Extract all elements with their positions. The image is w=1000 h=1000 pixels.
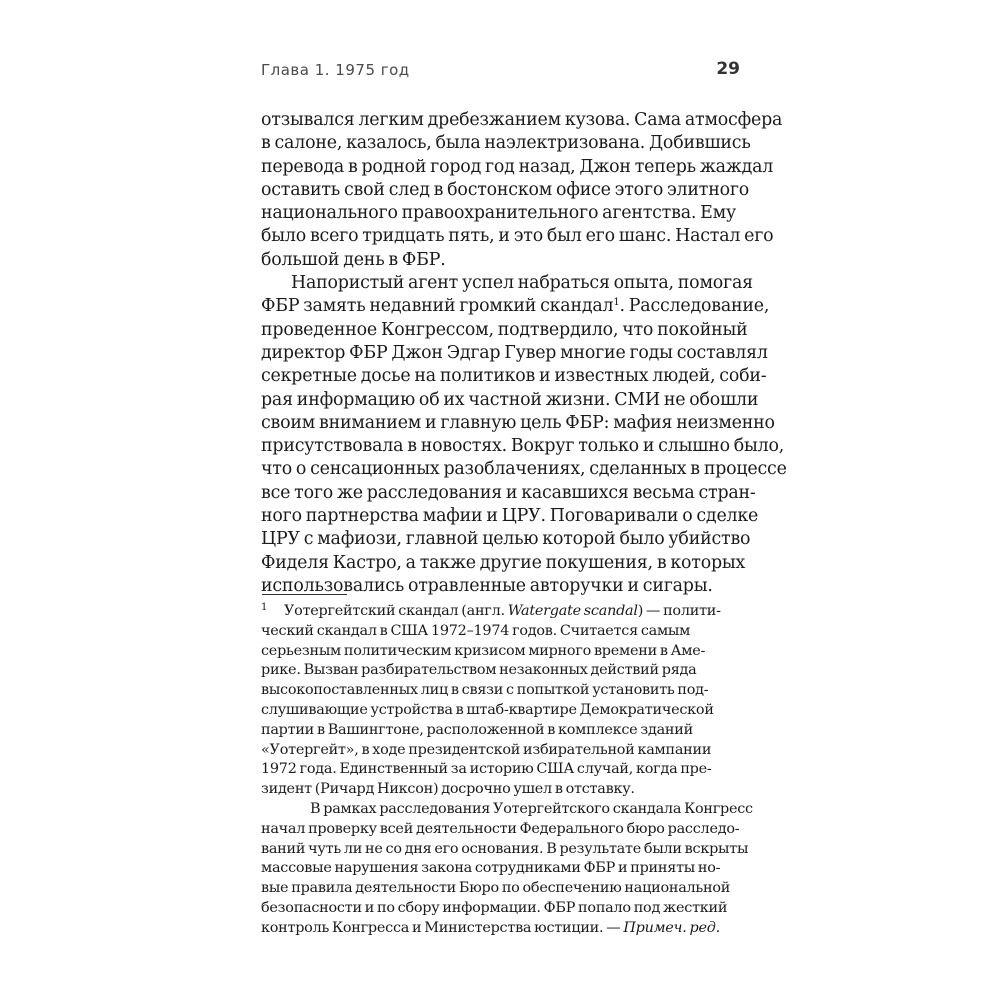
- footnote-line: «Уотергейт», в ходе президентской избирательной кампании: [261, 741, 712, 758]
- page-number: 29: [716, 59, 740, 79]
- main-text: [261, 109, 787, 598]
- footnote-line: безопасности и по сбору информации. ФБР попало под жесткий: [261, 899, 728, 916]
- text-line: национального правоохранительного агентства. Ему: [261, 203, 736, 224]
- text-fragment-italic: Примеч. ред.: [623, 919, 720, 936]
- text-line: большой день в ФБР.: [261, 249, 446, 270]
- footnote-line: массовые нарушения закона сотрудниками ФБР и приняты но-: [261, 860, 721, 877]
- text-line: своим вниманием и главную цель ФБР: мафия неизменно: [261, 412, 775, 433]
- footnote-line: серьезным политическим кризисом мирного времени в Аме-: [261, 642, 706, 659]
- footnote-line: слушивающие устройства в штаб-квартире Демократической: [261, 701, 714, 718]
- footnote-line: [284, 602, 753, 622]
- running-header-title: Глава 1. 1975 год: [261, 61, 410, 79]
- text-line: было всего тридцать пять, и это был его шанс. Настал его: [261, 226, 774, 247]
- text-line: секретные досье на политиков и известных людей, соби-: [261, 366, 767, 387]
- text-line: что о сенсационных разоблачениях, сделанных в процессе: [261, 459, 787, 480]
- text-line: Фиделя Кастро, а также другие покушения, в которых: [261, 552, 746, 573]
- text-line: проведенное Конгрессом, подтвердило, что покойный: [261, 319, 748, 340]
- footnote-text: [261, 602, 753, 939]
- text-line: в салоне, казалось, была наэлектризована. Добившись: [261, 133, 751, 154]
- text-line: присутствовала в новостях. Вокруг только и слышно было,: [261, 436, 785, 457]
- text-fragment: . Расследование,: [619, 296, 770, 317]
- text-line: перевода в родной город год назад, Джон теперь жаждал: [261, 156, 774, 177]
- footnote-reference[interactable]: 1: [613, 297, 620, 309]
- text-fragment: ) — полити-: [637, 603, 721, 619]
- text-line: оставить свой след в бостонском офисе этого элитного: [261, 179, 750, 200]
- text-line-with-footnote: [261, 295, 787, 318]
- text-line: ЦРУ с мафиози, главной целью которой было убийство: [261, 529, 751, 550]
- footnote-line: высокопоставленных лиц в связи с попыткой установить под-: [261, 682, 709, 699]
- footnote-divider: [262, 594, 347, 595]
- footnote-line: начал проверку всей деятельности Федерального бюро расследо-: [261, 820, 740, 837]
- text-fragment: контроль Конгресса и Министерства юстиции. —: [261, 919, 624, 936]
- footnote-line: зидент (Ричард Никсон) досрочно ушел в отставку.: [261, 781, 635, 798]
- footnote-line: вые правила деятельности Бюро по обеспечению национальной: [261, 880, 731, 897]
- text-line: ного партнерства мафии и ЦРУ. Поговаривали о сделке: [261, 506, 759, 527]
- text-fragment-italic: Watergate scandal: [507, 603, 638, 619]
- text-fragment: ФБР замять недавний громкий скандал: [261, 296, 614, 317]
- footnote-line: В рамках расследования Уотергейтского скандала Конгресс: [310, 800, 753, 817]
- footnote-line: ческий скандал в США 1972–1974 годов. Считается самым: [261, 622, 691, 639]
- text-line: рая информацию об их частной жизни. СМИ не обошли: [261, 389, 759, 410]
- text-line: все того же расследования и касавшихся весьма стран-: [261, 482, 756, 503]
- footnote-marker: 1: [261, 602, 268, 613]
- text-line: директор ФБР Джон Эдгар Гувер многие годы составлял: [261, 342, 768, 363]
- text-line: Напористый агент успел набраться опыта, помогая: [291, 273, 753, 294]
- text-line: отзывался легким дребезжанием кузова. Сама атмосфера: [261, 110, 783, 130]
- footnote-line: рике. Вызван разбирательством незаконных действий ряда: [261, 662, 697, 679]
- footnote-line: [261, 919, 753, 939]
- footnote-line: партии в Вашингтоне, расположенной в комплексе зданий: [261, 721, 693, 738]
- text-line: использовались отравленные авторучки и сигары.: [261, 575, 713, 596]
- text-fragment: Уотергейтский скандал (англ.: [284, 603, 508, 619]
- footnote-line: 1972 года. Единственный за историю США случай, когда пре-: [261, 761, 712, 778]
- footnote-line: ваний чуть ли не со дня его основания. В результате были вскрыты: [261, 840, 749, 857]
